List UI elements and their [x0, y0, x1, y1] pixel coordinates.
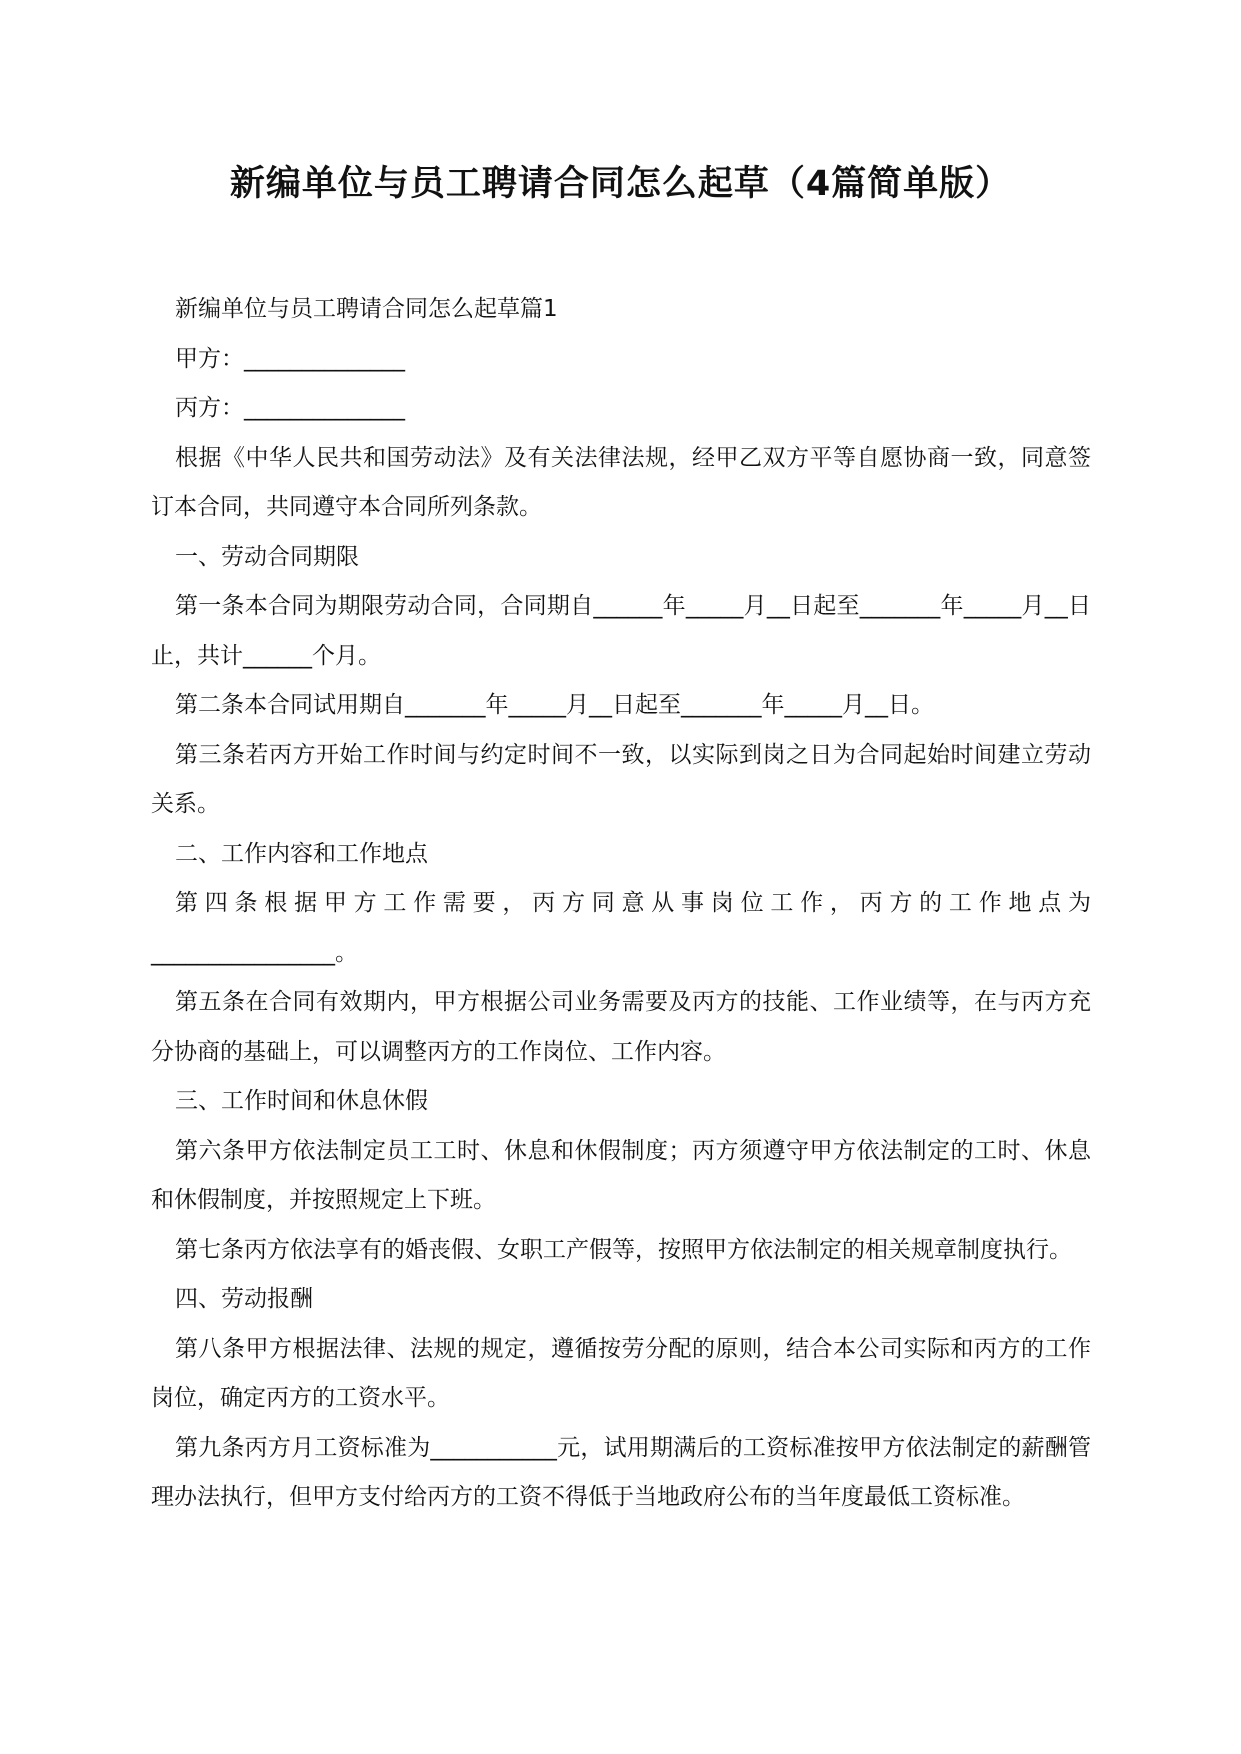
article-6: 第六条甲方依法制定员工工时、休息和休假制度；丙方须遵守甲方依法制定的工时、休息和休假制度，并按照规定上下班。 [151, 1137, 1091, 1213]
document-body [151, 285, 1091, 1523]
article-7: 第七条丙方依法享有的婚丧假、女职工产假等，按照甲方依法制定的相关规章制度执行。 [175, 1236, 1072, 1263]
chapter-heading: 四、劳动报酬 [175, 1286, 313, 1312]
article-3: 第三条若丙方开始工作时间与约定时间不一致，以实际到岗之日为合同起始时间建立劳动关系。 [151, 741, 1091, 817]
preamble-paragraph: 根据《中华人民共和国劳动法》及有关法律法规，经甲乙双方平等自愿协商一致，同意签订本合同，共同遵守本合同所列条款。 [151, 444, 1091, 520]
article-9: 第九条丙方月工资标准为___________元，试用期满后的工资标准按甲方依法制定的薪酬管理办法执行，但甲方支付给丙方的工资不得低于当地政府公布的当年度最低工资标准。 [151, 1434, 1091, 1510]
article-8: 第八条甲方根据法律、法规的规定，遵循按劳分配的原则，结合本公司实际和丙方的工作岗位，确定丙方的工资水平。 [151, 1335, 1091, 1411]
article-5: 第五条在合同有效期内，甲方根据公司业务需要及丙方的技能、工作业绩等，在与丙方充分协商的基础上，可以调整丙方的工作岗位、工作内容。 [151, 989, 1091, 1065]
article-1: 第一条本合同为期限劳动合同，合同期自______年_____月__日起至_______年_____月__日止，共计______个月。 [151, 593, 1091, 669]
article-2: 第二条本合同试用期自_______年_____月__日起至_______年_____月__日。 [175, 692, 934, 718]
document-title: 新编单位与员工聘请合同怎么起草（4篇简单版） [229, 164, 1012, 204]
chapter-heading: 二、工作内容和工作地点 [175, 840, 428, 867]
chapter-heading: 三、工作时间和休息休假 [175, 1088, 428, 1114]
party-a-line: 甲方：______________ [175, 345, 405, 372]
chapter-heading: 一、劳动合同期限 [175, 543, 359, 570]
article-4: 第四条根据甲方工作需要，丙方同意从事岗位工作，丙方的工作地点为________________。 [151, 890, 1091, 966]
party-c-line: 丙方：______________ [175, 395, 405, 421]
section-heading: 新编单位与员工聘请合同怎么起草篇1 [175, 296, 558, 322]
